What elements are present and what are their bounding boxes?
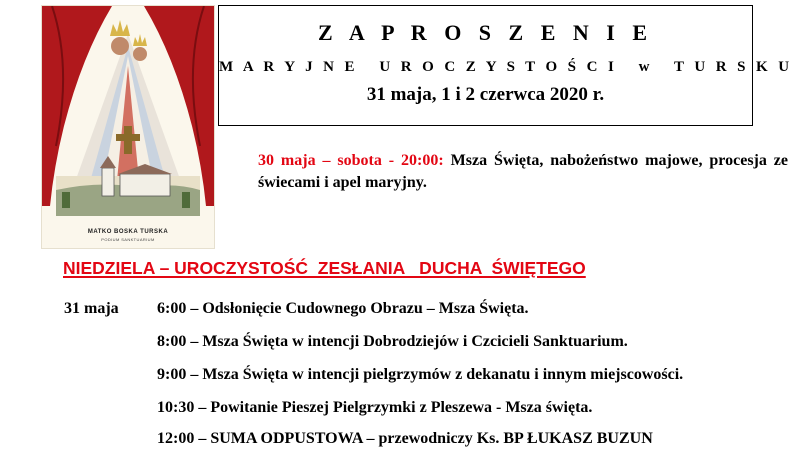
schedule-item: 6:00 – Odsłonięcie Cudownego Obrazu – Msza Święta.	[157, 300, 529, 317]
schedule-item: 12:00 – SUMA ODPUSTOWA – przewodniczy Ks. BP ŁUKASZ BUZUN	[157, 430, 653, 447]
page-title: Z A P R O S Z E N I E	[317, 20, 654, 45]
day-label: 31 maja	[64, 300, 119, 317]
schedule-item: 9:00 – Msza Święta w intencji pielgrzymów z dekanatu i innym miejscowości.	[157, 366, 684, 383]
saturday-text: Msza Święta, nabożeństwo majowe, procesja ze świecami i apel maryjny.	[258, 152, 789, 191]
saturday-label: 30 maja – sobota - 20:00:	[258, 152, 444, 169]
schedule-item: 10:30 – Powitanie Pieszej Pielgrzymki z Pleszewa - Msza święta.	[157, 399, 593, 416]
page-subtitle: M A R Y J N E U R O C Z Y S T O Ś C I w T U R S K U	[219, 59, 793, 75]
saturday-event	[258, 150, 788, 194]
title-box	[218, 5, 793, 126]
sunday-heading: NIEDZIELA – UROCZYSTOŚĆ ZESŁANIA DUCHA ŚWIĘTEGO	[63, 258, 586, 278]
image-caption: MATKO BOSKA TURSKA	[87, 229, 169, 235]
image-subcaption: PODIUM SANKTUARIUM	[101, 237, 155, 242]
madonna-image	[42, 6, 214, 248]
schedule-item: 8:00 – Msza Święta w intencji Dobrodziejów i Czcicieli Sanktuarium.	[157, 333, 628, 350]
madonna-illustration	[42, 6, 214, 226]
event-dates: 31 maja, 1 i 2 czerwca 2020 r.	[366, 84, 605, 105]
